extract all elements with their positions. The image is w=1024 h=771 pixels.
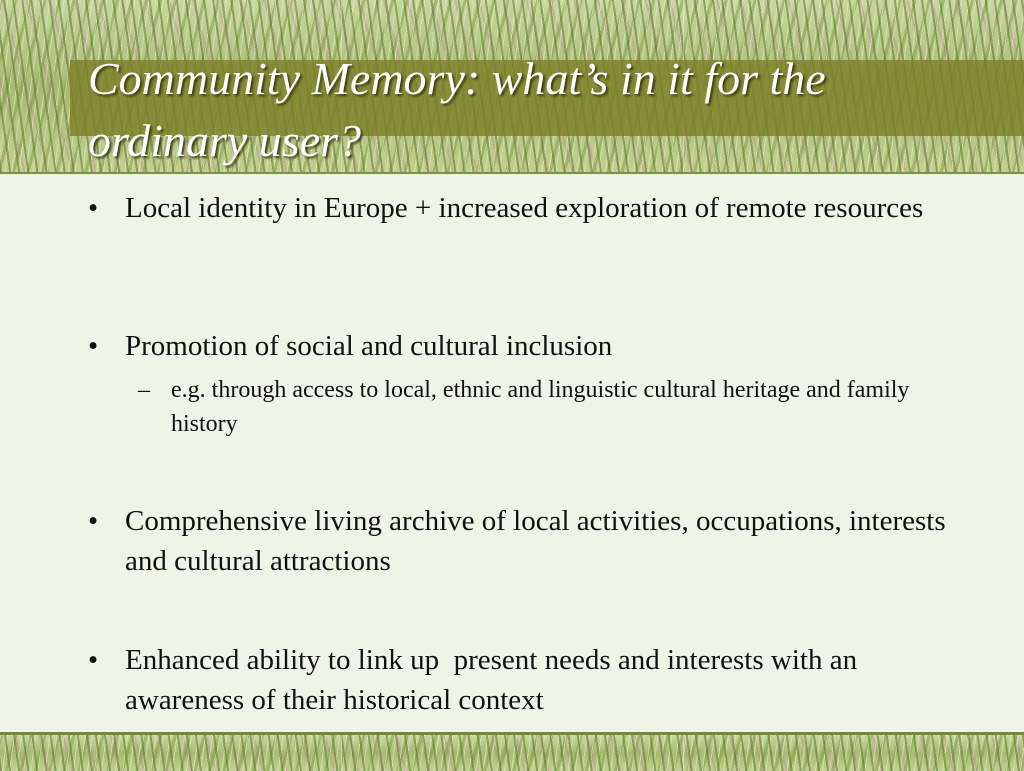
bullet-item [0, 188, 1024, 268]
bullet-item [0, 501, 1024, 581]
banner-tile-seam [341, 735, 342, 771]
bullet-marker: • [88, 644, 99, 676]
bullet-marker: • [88, 192, 99, 224]
footer-banner-grass [0, 732, 1024, 771]
bullet-item [0, 640, 1024, 720]
banner-tile-seam [683, 735, 684, 771]
sub-bullet-text: e.g. through access to local, ethnic and linguistic cultural heritage and family history [171, 377, 910, 437]
sub-bullet-item [0, 373, 1024, 443]
bullet-text: Local identity in Europe + increased exploration of remote resources [125, 192, 924, 224]
bullet-item [0, 326, 1024, 366]
bullet-marker: • [88, 505, 99, 537]
bullet-marker: • [88, 330, 99, 362]
bullet-text: Comprehensive living archive of local activities, occupations, interests and cultural attractions [125, 505, 946, 577]
sub-bullet-marker: – [138, 377, 150, 403]
slide-title: Community Memory: what’s in it for the ordinary user? [88, 53, 826, 166]
bullet-text: Enhanced ability to link up present needs and interests with an awareness of their historical context [125, 644, 865, 716]
bullet-text: Promotion of social and cultural inclusion [125, 330, 613, 362]
